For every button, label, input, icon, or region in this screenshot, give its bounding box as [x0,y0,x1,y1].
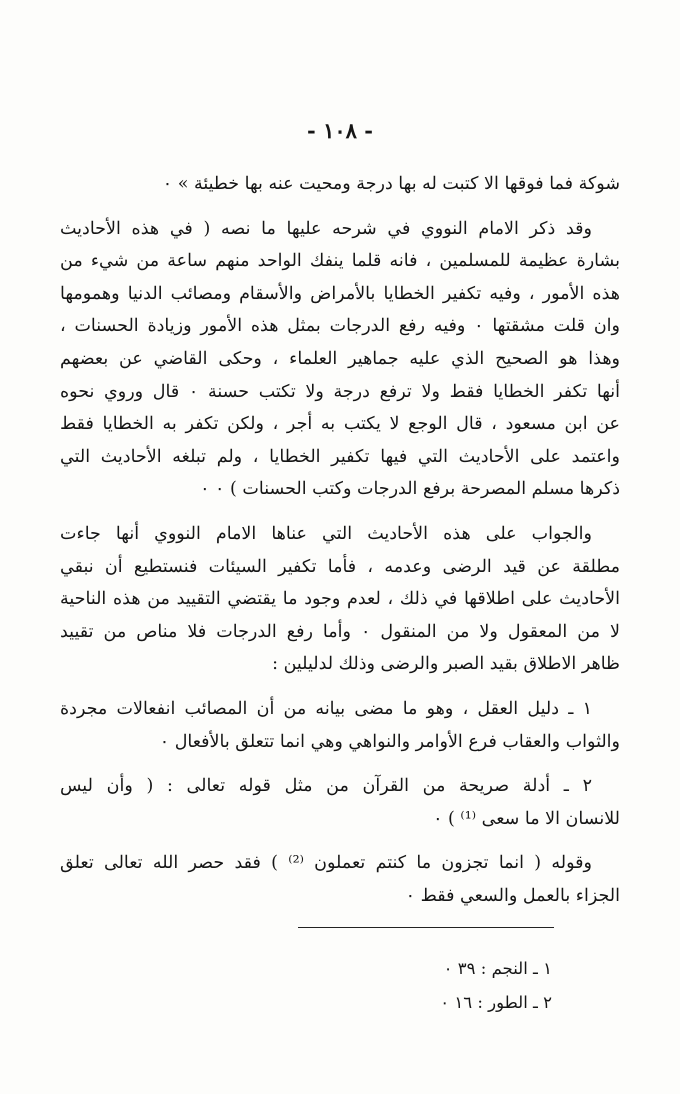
paragraph-1 [60,168,620,201]
text-line: بشارة عظيمة للمسلمين ، فانه قلما ينفك الواحد منهم ساعة من شيء من [60,251,620,272]
text-line: ٢ ـ أدلة صريحة من القرآن من مثل قوله تعالى : ( وأن ليس [60,776,592,797]
paragraph-3 [60,518,620,681]
paragraph-5 [60,770,620,835]
paragraph-4 [60,693,620,758]
page-number: - ١٠٨ - [307,118,373,143]
paragraph-2 [60,213,620,506]
text-line: وقد ذكر الامام النووي في شرحه عليها ما نصه ( في هذه الأحاديث [60,218,592,239]
text-line: الأحاديث على اطلاقها في ذلك ، لعدم وجود ما يقتضي التقييد من هذه الناحية [60,589,620,610]
footnote-divider [298,927,554,928]
text-line: مطلقة عن قيد الرضى وعدمه ، فأما تكفير السيئات فنستطيع أن نبقي [60,556,620,577]
text-line: والثواب والعقاب فرع الأوامر والنواهي وهي انما تتعلق بالأفعال ٠ [159,731,620,752]
footnote-1: ١ ـ النجم : ٣٩ ٠ [443,959,552,978]
text-line: واعتمد على الأحاديث التي فيها تكفير الخطايا ، ولم تبلغه الأحاديث التي [60,446,620,467]
paragraph-6 [60,847,620,912]
text-line: لا من المعقول ولا من المنقول ٠ وأما رفع الدرجات فلا مناص من تقييد [60,621,620,642]
text-line: عن ابن مسعود ، قال الوجع لا يكتب به أجر ، ولكن تكفر به الخطايا فقط [60,414,620,435]
text-line: وهذا هو الصحيح الذي عليه جماهير العلماء ، وحكى القاضي عن بعضهم [60,348,620,369]
text-line: ١ ـ دليل العقل ، وهو ما مضى بيانه من أن المصائب انفعالات مجردة [60,698,592,719]
text-line: هذه الأمور ، وفيه تكفير الخطايا بالأمراض والأسقام ومصائب الدنيا وهمومها [60,283,620,304]
text-line: ذكرها مسلم المصرحة برفع الدرجات وكتب الحسنات ) ٠ ٠ [200,479,620,500]
text-line: للانسان الا ما سعى ⁽¹⁾ ) ٠ [433,808,620,829]
footnotes [280,952,552,1020]
footnote-2: ٢ ـ الطور : ١٦ ٠ [440,993,552,1012]
body-text [60,168,620,924]
text-line: أنها تكفر الخطايا فقط ولا ترفع درجة ولا تكتب حسنة ٠ قال وروي نحوه [60,381,620,402]
text-line: وقوله ( انما تجزون ما كنتم تعملون ⁽²⁾ ) فقد حصر الله تعالى تعلق [60,853,592,874]
text-line: ظاهر الاطلاق بقيد الصبر والرضى وذلك لدليلين : [272,654,620,675]
text-line: الجزاء بالعمل والسعي فقط ٠ [405,885,620,906]
text-line: وان قلت مشقتها ٠ وفيه رفع الدرجات بمثل هذه الأمور وزيادة الحسنات ، [60,316,620,337]
text-line: والجواب على هذه الأحاديث التي عناها الامام النووي أنها جاءت [60,523,592,544]
text-line: شوكة فما فوقها الا كتبت له بها درجة ومحيت عنه بها خطيئة » ٠ [162,174,620,194]
